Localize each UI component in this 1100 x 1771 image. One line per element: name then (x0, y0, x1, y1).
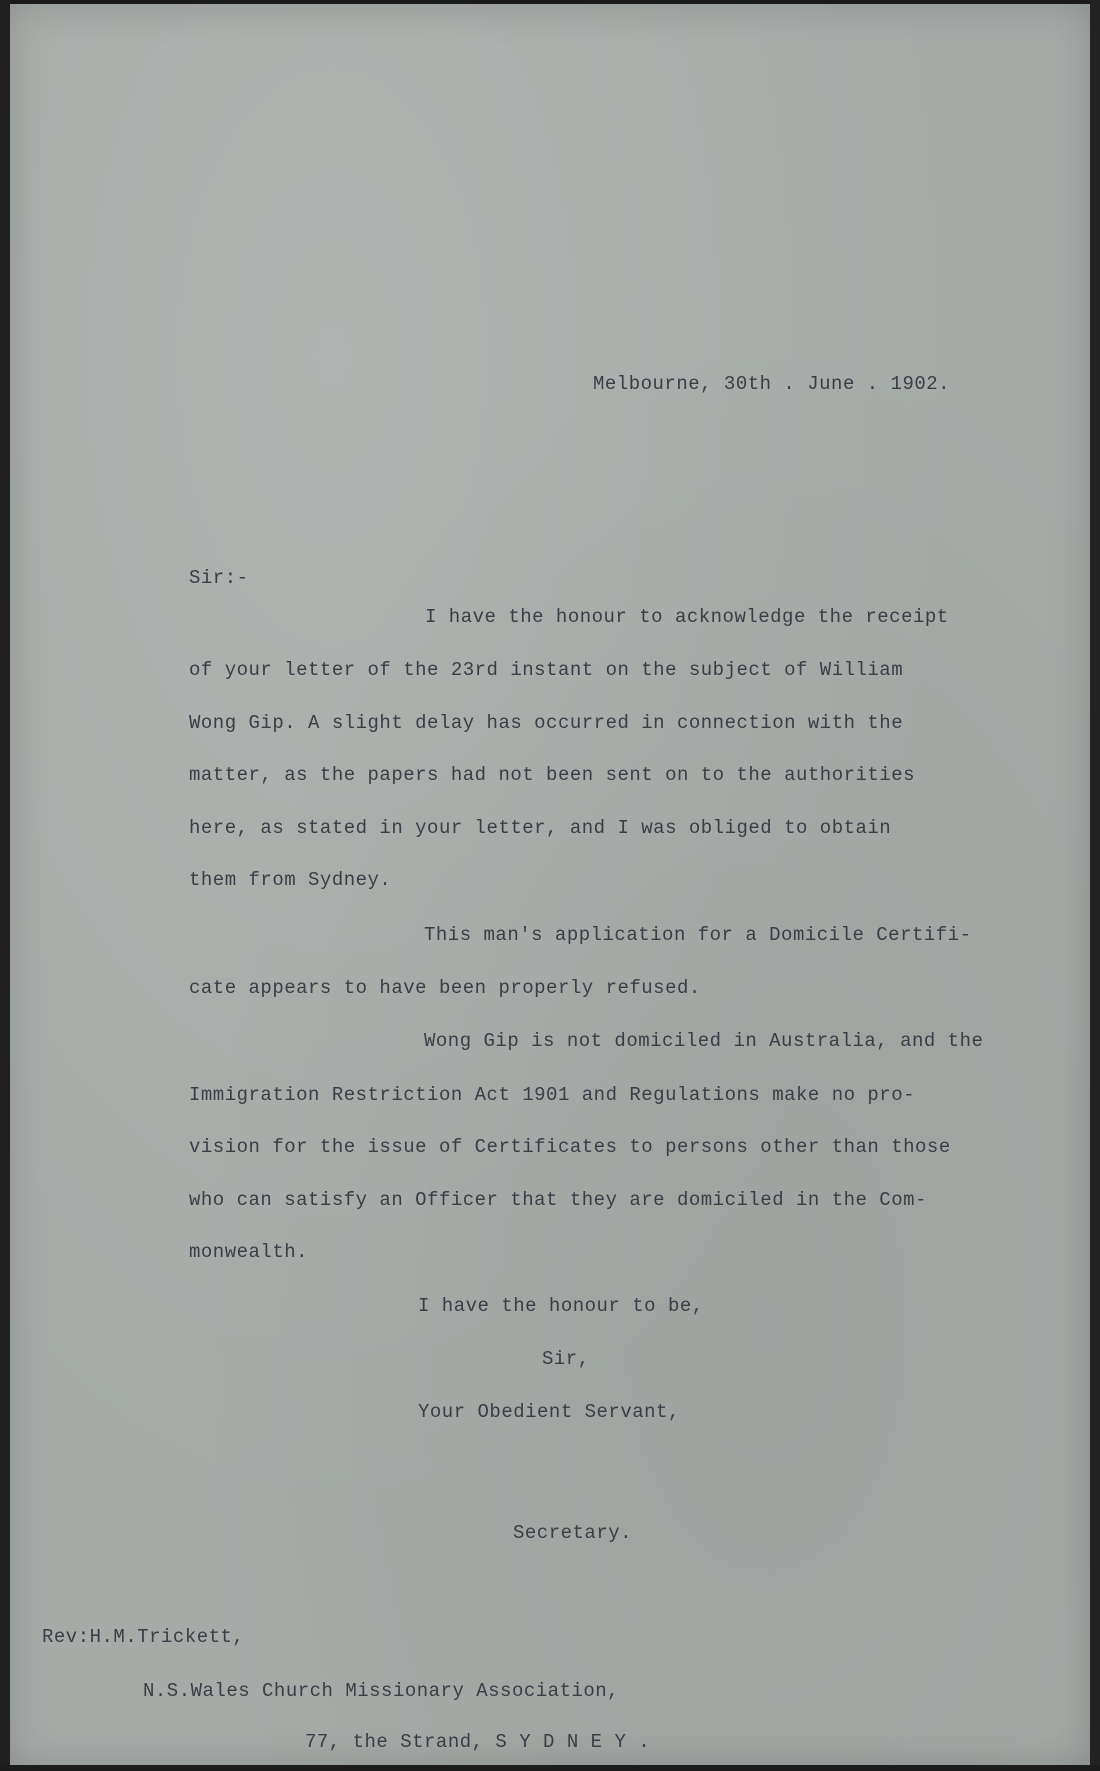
paragraph-line: monwealth. (189, 1241, 309, 1263)
closing-line: I have the honour to be, (418, 1295, 704, 1317)
closing-line: Sir, (542, 1348, 590, 1370)
dateline: Melbourne, 30th . June . 1902. (593, 373, 951, 395)
salutation: Sir:- (189, 567, 249, 589)
scan-border-left (0, 0, 10, 1771)
paragraph-line: cate appears to have been properly refused. (189, 977, 701, 999)
paragraph-line: matter, as the papers had not been sent on to the authorities (189, 764, 916, 786)
paragraph-line: who can satisfy an Officer that they are domiciled in the Com- (189, 1189, 927, 1211)
paragraph-line: them from Sydney. (189, 869, 392, 891)
addressee-line: 77, the Strand, S Y D N E Y . (305, 1731, 651, 1753)
scan-border-bottom (0, 1765, 1100, 1771)
addressee-line: Rev:H.M.Trickett, (42, 1626, 245, 1648)
addressee-line: N.S.Wales Church Missionary Association, (143, 1680, 620, 1702)
paragraph-line: Wong Gip is not domiciled in Australia, and the (424, 1030, 984, 1052)
paragraph-line: I have the honour to acknowledge the receipt (425, 606, 949, 628)
letter-page (8, 4, 1090, 1767)
paragraph-line: This man's application for a Domicile Certifi- (424, 924, 972, 946)
scan-border-right (1090, 0, 1100, 1771)
paragraph-line: Immigration Restriction Act 1901 and Regulations make no pro- (189, 1084, 916, 1106)
paragraph-line: here, as stated in your letter, and I was obliged to obtain (189, 817, 892, 839)
paragraph-line: Wong Gip. A slight delay has occurred in connection with the (189, 712, 904, 734)
signature-title: Secretary. (513, 1522, 633, 1544)
closing-line: Your Obedient Servant, (418, 1401, 680, 1423)
paragraph-line: of your letter of the 23rd instant on the subject of William (189, 659, 904, 681)
paragraph-line: vision for the issue of Certificates to persons other than those (189, 1136, 951, 1158)
